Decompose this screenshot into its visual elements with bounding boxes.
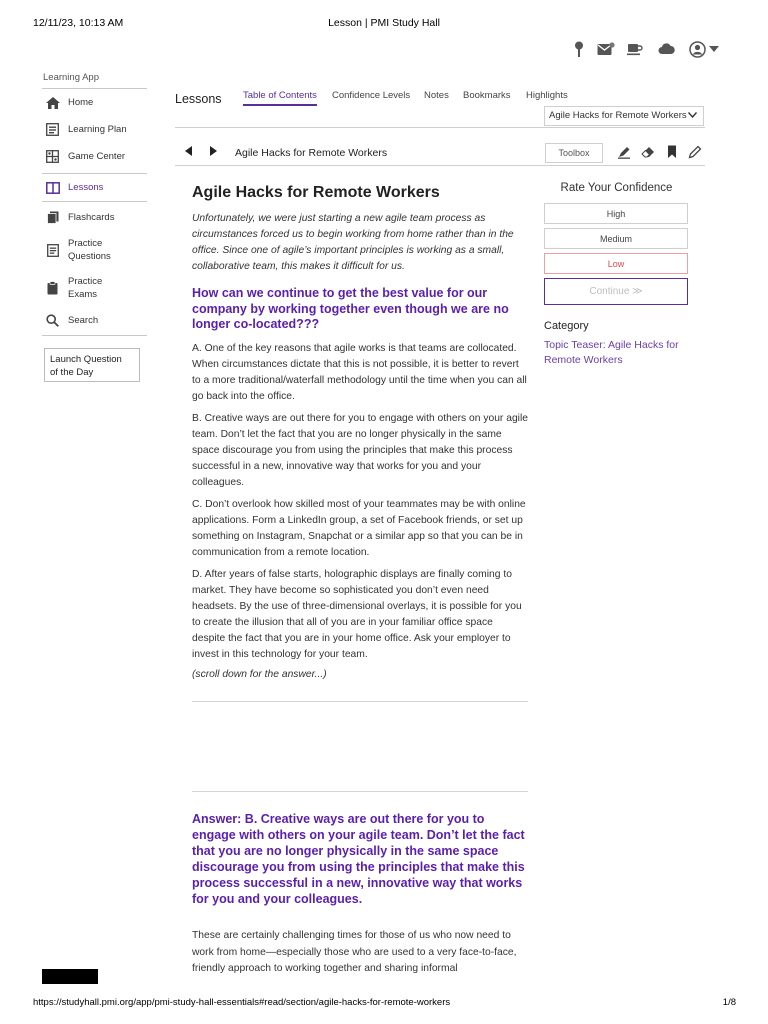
sidebar-divider: [42, 335, 147, 336]
sidebar-item-practice-questions[interactable]: [42, 231, 152, 269]
learning-plan-icon: [45, 122, 60, 137]
clipboard-icon: [45, 281, 60, 296]
page-url: https://studyhall.pmi.org/app/pmi-study-hall-essentials#read/section/agile-hacks-for-remote-workers: [33, 997, 451, 1008]
print-title: Lesson | PMI Study Hall: [328, 17, 440, 29]
category-value[interactable]: Topic Teaser: Agile Hacks for Remote Workers: [544, 339, 679, 366]
lessons-heading: Lessons: [175, 92, 222, 106]
answer-option-a: A. One of the key reasons that agile works is that teams are collocated. When circumstances dictate that this is not possible, it is better to revert to a more traditional/waterfall methodology until the time when you can all go back into the office.: [192, 342, 527, 402]
lesson-content: [192, 184, 528, 680]
highlighter-icon[interactable]: [617, 145, 633, 161]
sidebar-item-label: Practice: [68, 276, 103, 287]
sidebar-item-learning-plan[interactable]: [42, 116, 152, 143]
tab-bookmarks[interactable]: Bookmarks: [463, 90, 511, 101]
content-divider: [192, 791, 528, 792]
coffee-icon[interactable]: [626, 40, 644, 58]
tab-notes[interactable]: Notes: [424, 90, 449, 101]
answer-text: Answer: B. Creative ways are out there for you to engage with others on your agile team. Don’t let the fact that you are no longer physically in the same space discourage you from using the principles that make this process successful in a new, innovative way that works for you and your colleagues.: [192, 812, 525, 906]
sidebar-item-label-line2: Questions: [68, 251, 111, 262]
lesson-intro: Unfortunately, we were just starting a new agile team process as circumstances forced us to begin working from home rather than in the office. Since one of agile’s important principles is working as a small, collaborative team, this makes it difficult for us.: [192, 213, 514, 272]
launch-question-of-the-day-button[interactable]: [44, 348, 140, 382]
continue-button[interactable]: Continue ≫: [544, 278, 688, 305]
redaction-block: [42, 969, 98, 984]
user-icon[interactable]: [688, 40, 706, 58]
breadcrumb: Agile Hacks for Remote Workers: [235, 147, 388, 159]
lesson-question: How can we continue to get the best value for our company by working together even though we are no longer co-located???: [192, 286, 509, 331]
explanation-text: These are certainly challenging times for those of us who now need to work from home—especially those who are used to a very face-to-face, friendly approach to working together and sharing informal: [192, 930, 517, 974]
game-center-icon: [45, 149, 60, 164]
rate-confidence-title: Rate Your Confidence: [560, 182, 673, 194]
print-header: [0, 17, 768, 31]
sidebar-item-game-center[interactable]: [42, 143, 152, 170]
sidebar-item-lessons[interactable]: [42, 174, 152, 201]
home-icon: [45, 95, 60, 110]
launch-box-line2: of the Day: [50, 367, 94, 378]
sidebar-item-label: Flashcards: [68, 212, 115, 223]
sidebar-item-label: Search: [68, 315, 99, 326]
pin-icon[interactable]: [572, 40, 586, 58]
pencil-icon[interactable]: [688, 145, 704, 161]
page-number: 1/8: [722, 997, 736, 1008]
sidebar-item-label: Lessons: [68, 182, 104, 193]
next-arrow-icon[interactable]: [209, 146, 217, 159]
sidebar-divider: [42, 201, 147, 202]
sidebar-item-label-line2: Exams: [68, 289, 98, 300]
flashcards-icon: [45, 210, 60, 225]
tab-table-of-contents[interactable]: Table of Contents: [243, 90, 317, 106]
practice-questions-icon: [45, 243, 60, 258]
book-icon: [45, 180, 60, 195]
confidence-high-button[interactable]: High: [544, 203, 688, 224]
category-label: Category: [544, 320, 589, 332]
answer-option-c: C. Don’t overlook how skilled most of your teammates may be with online applications. Form a LinkedIn group, a set of Facebook friends, or set up something on Instagram, Snapchat or a similar app so that you can be in communication from a remote location.: [192, 498, 526, 558]
sidebar: [42, 72, 152, 382]
sidebar-item-practice-exams[interactable]: [42, 269, 152, 307]
lesson-title: Agile Hacks for Remote Workers: [192, 184, 440, 201]
answer-option-d: D. After years of false starts, holographic displays are finally coming to market. They have become so sophisticated you don’t even need headsets. By the use of three-dimensional overlays, it is possible for you to create the illusion that all of you are in your familiar office space despite the fact that you are in your home office. Ask your employer to invest in this technology for your team.: [192, 568, 522, 660]
chevron-down-icon: [688, 110, 697, 120]
confidence-panel: [544, 182, 689, 368]
sidebar-item-search[interactable]: [42, 307, 152, 334]
sidebar-item-label: Learning Plan: [68, 124, 127, 135]
launch-box-line1: Launch Question: [50, 354, 122, 365]
cloud-icon[interactable]: [656, 40, 676, 58]
confidence-medium-button[interactable]: Medium: [544, 228, 688, 249]
sidebar-item-label: Practice: [68, 238, 103, 249]
print-date: 12/11/23, 10:13 AM: [33, 17, 124, 29]
answer-option-b: B. Creative ways are out there for you to engage with others on your agile team. Don’t let the fact that you are no longer physically in the same space discourage you from using the principles that make this process successful in a new, innovative way that works for you and your colleagues.: [192, 412, 528, 488]
bookmark-icon[interactable]: [667, 145, 683, 161]
lesson-toolbar: [175, 142, 705, 166]
previous-arrow-icon[interactable]: [185, 146, 193, 159]
sidebar-item-flashcards[interactable]: [42, 204, 152, 231]
sidebar-item-label: Home: [68, 97, 94, 108]
app-label: Learning App: [43, 72, 99, 83]
header-divider: [175, 127, 705, 128]
sidebar-item-home[interactable]: [42, 89, 152, 116]
confidence-low-button[interactable]: Low: [544, 253, 688, 274]
toolbox-button[interactable]: Toolbox: [545, 143, 603, 163]
tab-highlights[interactable]: Highlights: [526, 90, 568, 101]
tab-confidence-levels[interactable]: Confidence Levels: [332, 90, 411, 101]
caret-down-icon[interactable]: [708, 40, 720, 58]
section-select[interactable]: [544, 106, 704, 126]
sidebar-item-label: Game Center: [68, 151, 126, 162]
inbox-icon[interactable]: [596, 40, 616, 58]
search-icon: [45, 313, 60, 328]
scroll-note: (scroll down for the answer...): [192, 668, 327, 680]
section-select-value: Agile Hacks for Remote Workers: [549, 110, 687, 121]
top-icon-bar: [568, 40, 728, 60]
eraser-icon[interactable]: [641, 145, 657, 161]
content-divider: [192, 701, 528, 702]
